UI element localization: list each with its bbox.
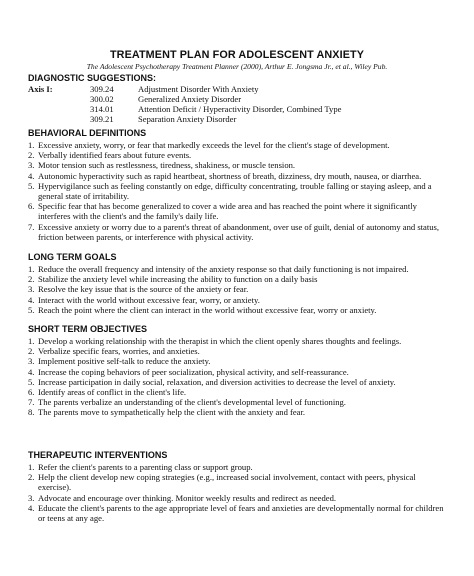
list-item [28, 397, 448, 407]
item-number: 2. [28, 274, 35, 285]
list-item [28, 160, 448, 170]
list-item [28, 407, 448, 417]
list-item [28, 305, 448, 315]
item-text: Hypervigilance such as feeling constantly on edge, difficulty concentrating, trouble falling or staying asleep, and a general state of irritability. [38, 180, 432, 202]
diagnostic-code: 314.01 [90, 104, 114, 114]
short-term-list [28, 336, 448, 418]
item-text: Refer the client's parents to a parenting class or support group. [38, 462, 253, 472]
item-text: Specific fear that has become generalized to cover a wide area and has reached the point where it significantly interferes with the client's and the family's daily life. [38, 201, 417, 222]
list-item [28, 171, 448, 181]
item-text: Resolve the key issue that is the source of the anxiety or fear. [38, 284, 249, 295]
list-item [28, 181, 448, 201]
item-number: 4. [28, 366, 35, 377]
therapeutic-list [28, 462, 448, 523]
list-item [28, 140, 448, 150]
item-number: 2. [28, 346, 35, 357]
item-text: Educate the client's parents to the age appropriate level of fears and anxieties are developmentally normal for children or teens at any age. [38, 502, 444, 524]
item-number: 8. [28, 407, 35, 418]
list-item [28, 336, 448, 346]
item-number: 1. [28, 140, 35, 150]
item-text: Increase the coping behaviors of peer socialization, physical activity, and self-reassurance. [38, 366, 349, 377]
diagnostic-code: 300.02 [90, 94, 114, 104]
item-text: Identify areas of conflict in the client's life. [38, 387, 187, 398]
item-number: 4. [28, 294, 35, 305]
item-text: Develop a working relationship with the therapist in which the client openly shares thoughts and feelings. [38, 336, 402, 346]
behavioral-list [28, 140, 448, 242]
item-number: 1. [28, 462, 35, 472]
list-item [28, 356, 448, 366]
item-number: 1. [28, 264, 35, 274]
list-item [28, 222, 448, 242]
document-title: TREATMENT PLAN FOR ADOLESCENT ANXIETY [109, 49, 365, 61]
item-number: 7. [28, 221, 35, 232]
document-subtitle: The Adolescent Psychotherapy Treatment Planner (2000), Arthur E. Jongsma Jr., et al., Wiley Pub. [86, 62, 388, 71]
diagnostic-code: 309.24 [90, 84, 114, 94]
item-text: Implement positive self-talk to reduce the anxiety. [38, 356, 211, 367]
list-item [28, 295, 448, 305]
list-item [28, 264, 448, 274]
list-item [28, 346, 448, 356]
item-number: 2. [28, 150, 35, 161]
item-number: 6. [28, 201, 35, 212]
item-number: 3. [28, 160, 35, 171]
list-item [28, 387, 448, 397]
diagnostic-description: Generalized Anxiety Disorder [138, 94, 242, 104]
item-number: 7. [28, 397, 35, 408]
list-item [28, 462, 448, 472]
item-number: 3. [28, 356, 35, 367]
item-number: 5. [28, 180, 35, 191]
list-item [28, 367, 448, 377]
item-text: The parents verbalize an understanding of the client's developmental level of functioning. [38, 397, 346, 408]
item-text: The parents move to sympathetically help the client with the anxiety and fear. [38, 407, 306, 418]
diagnostic-description: Adjustment Disorder With Anxiety [138, 84, 259, 94]
item-number: 5. [28, 376, 35, 387]
item-text: Advocate and encourage over thinking. Monitor weekly results and redirect as needed. [38, 492, 337, 503]
item-text: Verbalize specific fears, worries, and anxieties. [38, 346, 200, 357]
item-text: Reach the point where the client can interact in the world without excessive fear, worry or anxiety. [38, 304, 377, 315]
item-text: Motor tension such as restlessness, tiredness, shakiness, or muscle tension. [38, 160, 296, 171]
diagnostic-heading: DIAGNOSTIC SUGGESTIONS: [28, 73, 157, 83]
diagnostic-description: Attention Deficit / Hyperactivity Disorder, Combined Type [138, 104, 342, 114]
list-item [28, 274, 448, 284]
item-number: 4. [28, 170, 35, 181]
item-text: Reduce the overall frequency and intensity of the anxiety response so that daily functioning is not impaired. [38, 264, 409, 274]
list-item [28, 493, 448, 503]
item-number: 1. [28, 336, 35, 346]
short-term-heading: SHORT TERM OBJECTIVES [28, 324, 148, 334]
item-text: Excessive anxiety, worry, or fear that markedly exceeds the level for the client's stage of development. [38, 140, 390, 150]
long-term-list [28, 264, 448, 315]
list-item [28, 284, 448, 294]
behavioral-heading: BEHAVIORAL DEFINITIONS [28, 128, 147, 138]
therapeutic-heading: THERAPEUTIC INTERVENTIONS [28, 450, 168, 460]
list-item [28, 472, 448, 492]
diagnostic-code: 309.21 [90, 114, 114, 124]
item-text: Autonomic hyperactivity such as rapid heartbeat, shortness of breath, dizziness, dry mouth, nausea, or diarrhea. [38, 170, 422, 181]
long-term-heading: LONG TERM GOALS [28, 252, 117, 262]
item-text: Excessive anxiety or worry due to a parent's threat of abandonment, over use of guilt, denial of autonomy and status, friction between parents, or interference with physical activity. [38, 221, 440, 242]
list-item [28, 201, 448, 221]
item-number: 5. [28, 304, 35, 315]
list-item [28, 150, 448, 160]
item-number: 4. [28, 502, 35, 513]
item-text: Increase participation in daily social, relaxation, and diversion activities to decrease the level of anxiety. [38, 376, 396, 387]
item-number: 3. [28, 492, 35, 503]
item-number: 3. [28, 284, 35, 295]
item-number: 6. [28, 387, 35, 398]
list-item [28, 377, 448, 387]
item-number: 2. [28, 472, 35, 483]
axis-label: Axis I: [28, 84, 53, 94]
item-text: Interact with the world without excessive fear, worry, or anxiety. [38, 294, 260, 305]
item-text: Verbally identified fears about future events. [38, 150, 192, 161]
diagnostic-description: Separation Anxiety Disorder [138, 114, 237, 124]
item-text: Help the client develop new coping strategies (e.g., increased social involvement, contact with peers, physical exercise). [38, 472, 416, 493]
list-item [28, 503, 448, 523]
item-text: Stabilize the anxiety level while increasing the ability to function on a daily basis [38, 274, 318, 285]
